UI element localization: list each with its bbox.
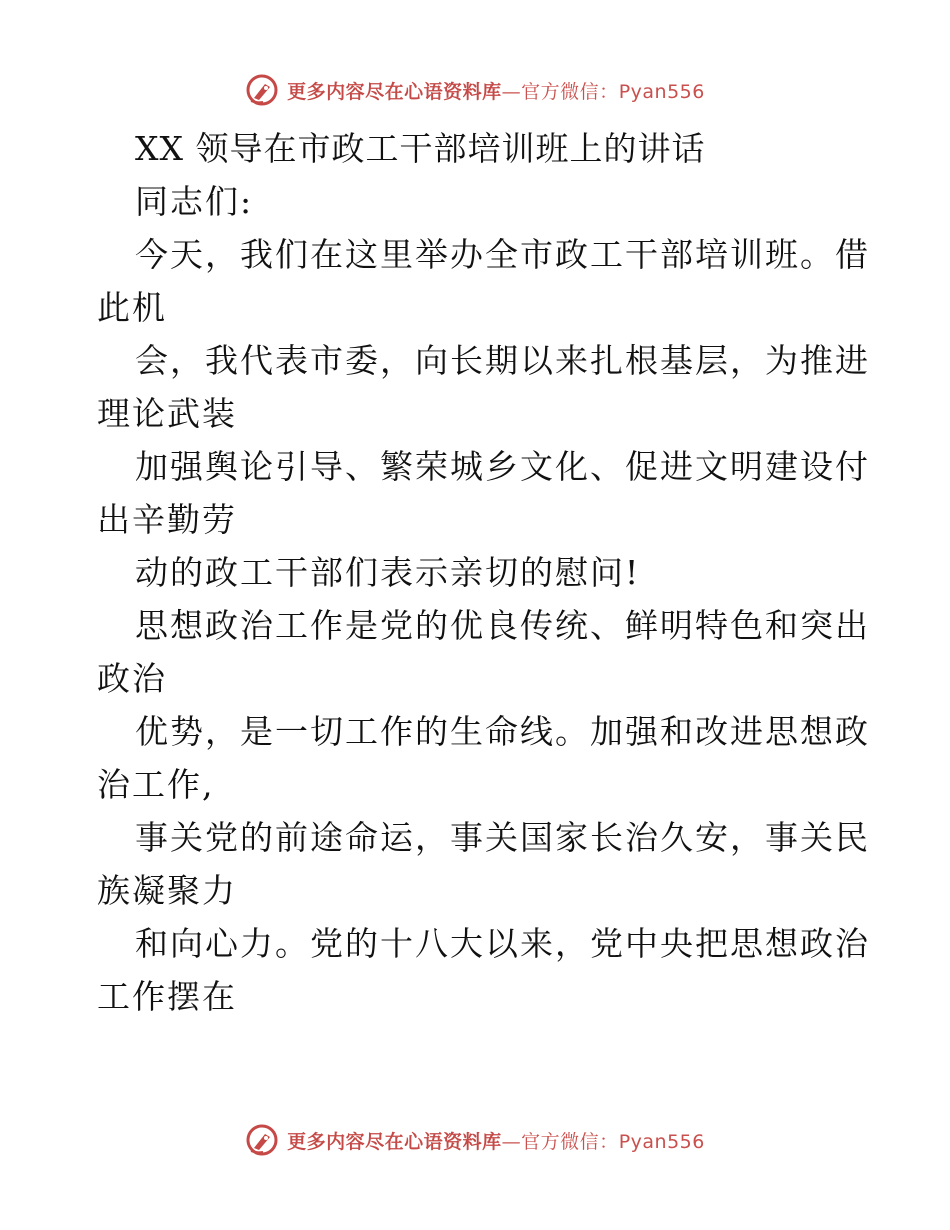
- text-line: 和向心力。党的十八大以来，党中央把思想政治: [135, 924, 870, 963]
- text-line: 会，我代表市委，向长期以来扎根基层，为推进: [135, 341, 870, 380]
- watermark-text: [287, 77, 705, 104]
- watermark-account: Pyan556: [618, 80, 705, 103]
- text-line: 思想政治工作是党的优良传统、鲜明特色和突出: [135, 606, 870, 645]
- watermark-separator: —: [501, 80, 522, 103]
- text-line: 优势，是一切工作的生命线。加强和改进思想政: [135, 712, 870, 751]
- text-line: 动的政工干部们表示亲切的慰问!: [135, 553, 641, 592]
- text-line: 加强舆论引导、繁荣城乡文化、促进文明建设付: [135, 447, 870, 486]
- text-line: 同志们:: [135, 182, 254, 221]
- footer-watermark-banner: [0, 1120, 950, 1160]
- watermark-brand: 更多内容尽在心语资料库: [287, 80, 502, 103]
- header-watermark-banner: [0, 70, 950, 110]
- text-line: 出辛勤劳: [97, 500, 237, 539]
- watermark-account: Pyan556: [618, 1130, 705, 1153]
- text-line: 工作摆在: [97, 977, 237, 1016]
- document-body: [97, 122, 870, 1023]
- pen-nib-logo-icon: [245, 1123, 279, 1157]
- text-line: 今天，我们在这里举办全市政工干部培训班。借: [135, 235, 870, 274]
- text-line: 政治: [97, 659, 167, 698]
- watermark-separator: —: [501, 1130, 522, 1153]
- text-line: 治工作,: [97, 765, 215, 804]
- text-line: 事关党的前途命运，事关国家长治久安，事关民: [135, 818, 870, 857]
- text-line: 此机: [97, 288, 167, 327]
- document-title: XX 领导在市政工干部培训班上的讲话: [135, 129, 706, 168]
- watermark-text: [287, 1127, 705, 1154]
- watermark-label: 官方微信：: [521, 1130, 619, 1153]
- text-line: 族凝聚力: [97, 871, 237, 910]
- watermark-brand: 更多内容尽在心语资料库: [287, 1130, 502, 1153]
- pen-nib-logo-icon: [245, 73, 279, 107]
- watermark-label: 官方微信：: [521, 80, 619, 103]
- text-line: 理论武装: [97, 394, 237, 433]
